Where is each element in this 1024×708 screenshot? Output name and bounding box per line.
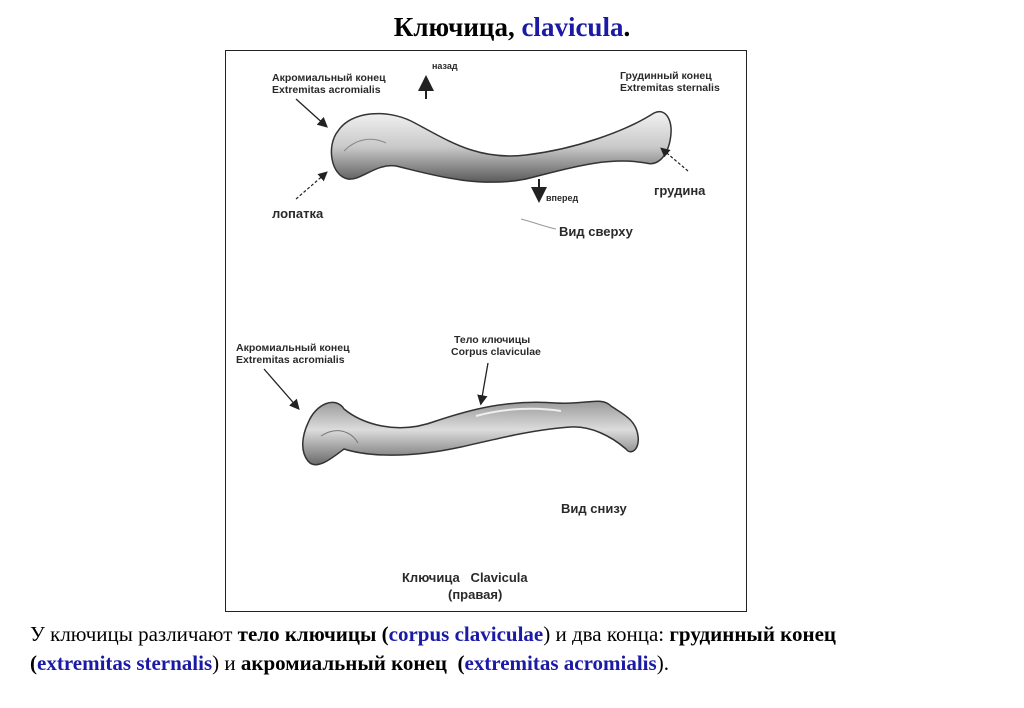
scapula-arrow (296, 173, 326, 199)
bottom-acromial-lat: Extremitas acromialis (236, 354, 345, 366)
caption-part: ) и два конца: (543, 622, 670, 646)
title-period: . (623, 12, 631, 42)
top-sternal-lat: Extremitas sternalis (620, 82, 720, 94)
forward-label: вперед (546, 193, 579, 203)
bottom-view-label: Вид снизу (561, 501, 627, 516)
body-lat: Corpus claviculae (451, 346, 541, 358)
term-body-ru: тело ключицы (237, 622, 377, 646)
description-text (30, 620, 1000, 678)
title-latin: clavicula (521, 12, 624, 42)
top-acromial-lat: Extremitas acromialis (272, 84, 381, 96)
top-view-leader (521, 219, 556, 229)
clavicle-bottom-view (303, 401, 639, 465)
body-arrow (481, 363, 488, 403)
term-acromial-lat: extremitas acromialis (464, 651, 657, 675)
caption-part: ( (30, 651, 37, 675)
body-ru: Тело ключицы (454, 334, 531, 346)
top-sternal-ru: Грудинный конец (620, 70, 712, 82)
back-label: назад (432, 61, 458, 71)
term-sternal-ru: грудинный конец (669, 622, 837, 646)
term-sternal-lat: extremitas sternalis (37, 651, 213, 675)
figure-caption-line1: Ключица Clavicula (402, 570, 528, 585)
clavicle-top-view (331, 112, 671, 183)
bottom-acromial-ru: Акромиальный конец (236, 342, 350, 354)
clavicle-illustration (226, 51, 746, 611)
term-acromial-ru: акромиальный конец (240, 651, 447, 675)
caption-part: ( (446, 651, 465, 675)
caption-part: У ключицы различают (30, 622, 238, 646)
scapula-label: лопатка (272, 206, 324, 221)
figure-caption-line2: (правая) (448, 587, 503, 602)
sternum-label: грудина (654, 183, 706, 198)
caption-part: ( (376, 622, 389, 646)
title-russian: Ключица, (393, 12, 522, 42)
top-acromial-ru: Акромиальный конец (272, 72, 386, 84)
clavicle-figure (225, 50, 747, 612)
caption-part: ) и (212, 651, 241, 675)
term-body-lat: corpus claviculae (388, 622, 544, 646)
bottom-acromial-arrow (264, 369, 298, 408)
caption-part: ). (656, 651, 669, 675)
slide-title (0, 12, 1024, 43)
top-view-label: Вид сверху (559, 224, 633, 239)
top-acromial-arrow (296, 99, 326, 126)
